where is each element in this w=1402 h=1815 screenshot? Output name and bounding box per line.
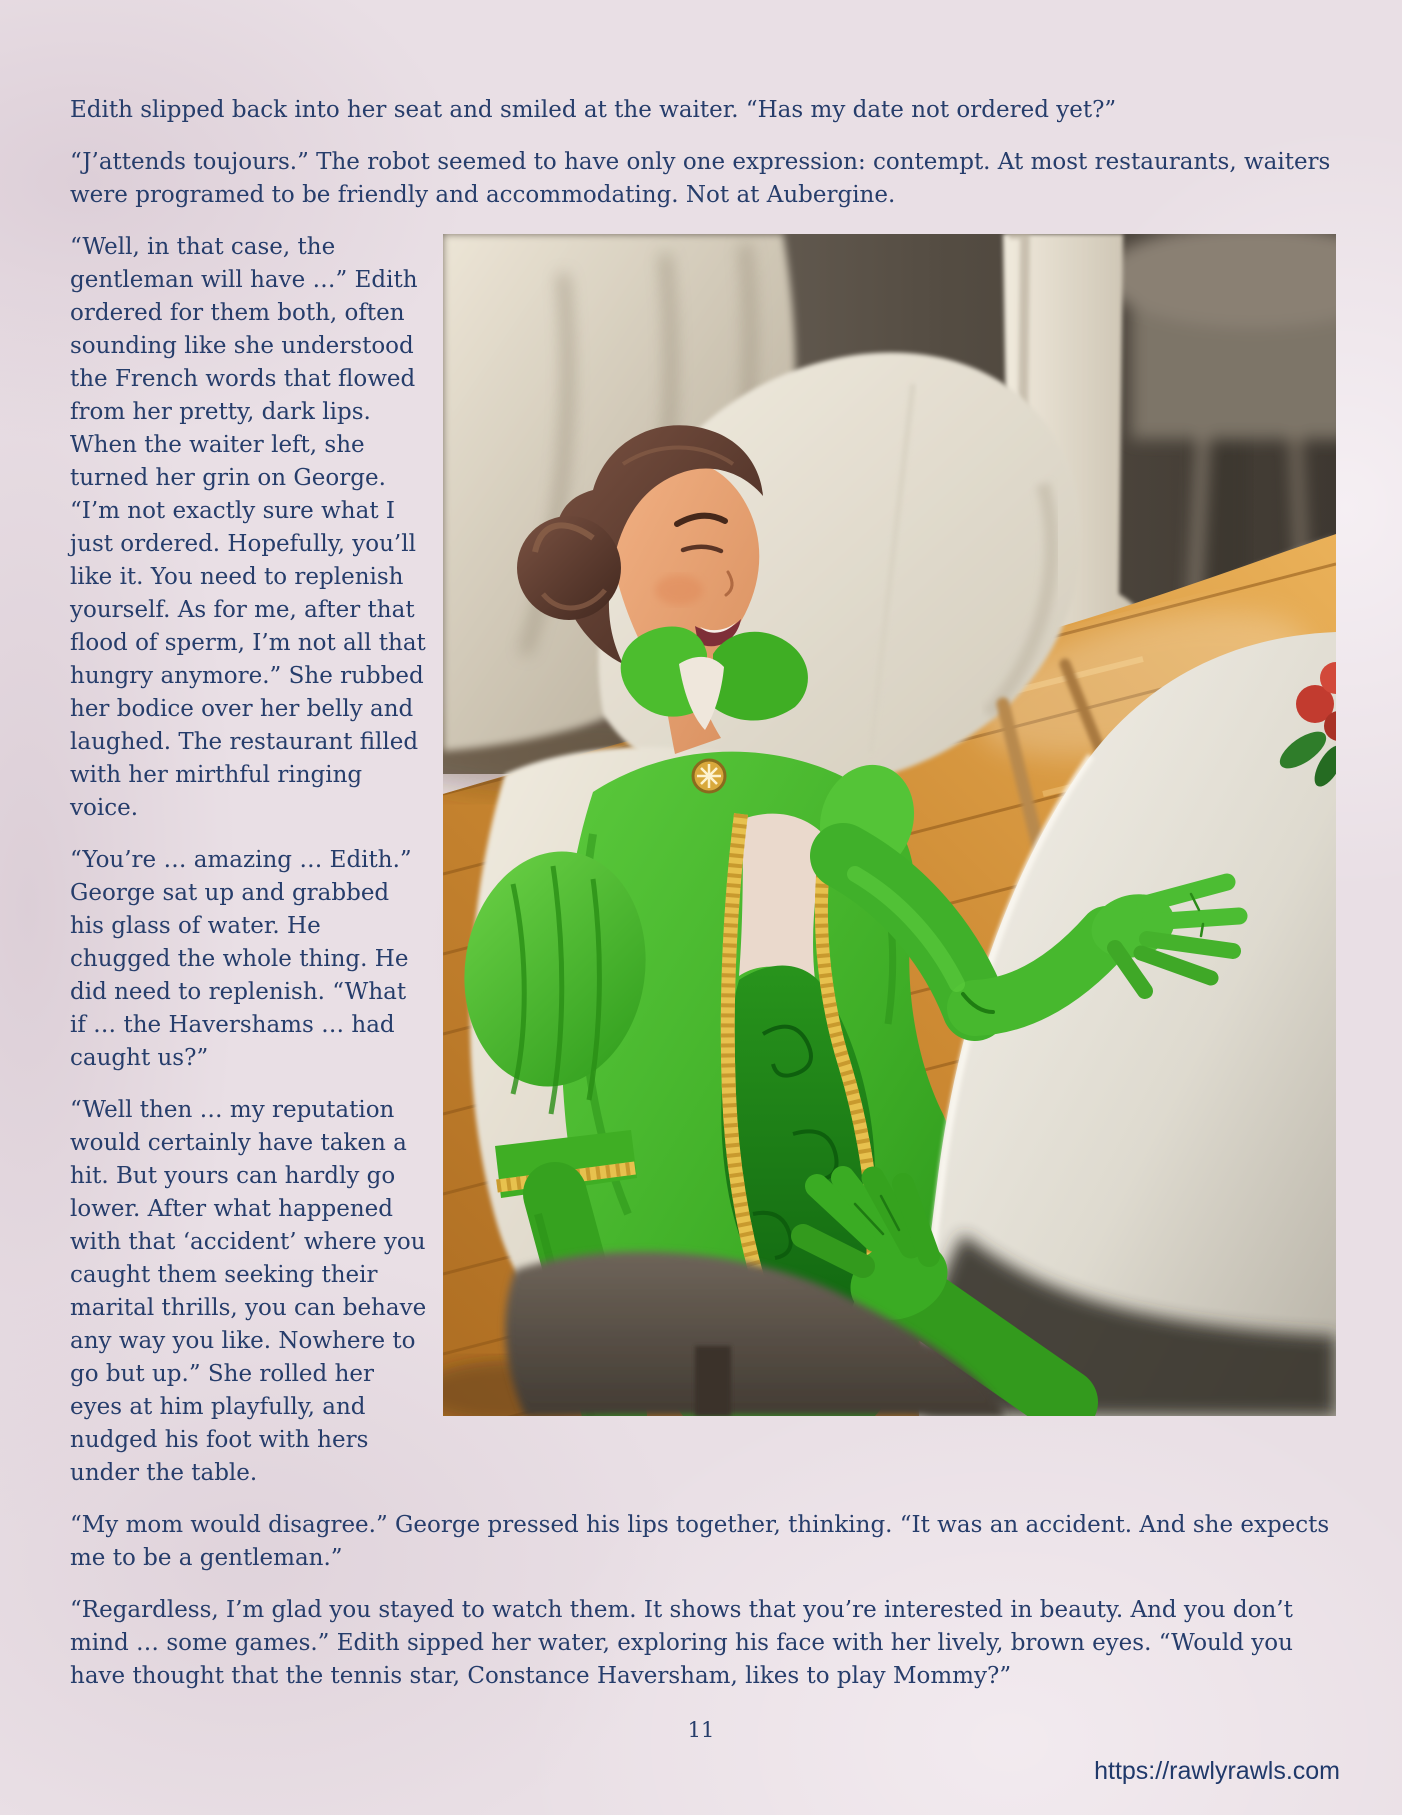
story-paragraph: “My mom would disagree.” George pressed his lips together, thinking. “It was an accident. And she expects me to be a gentleman.” — [70, 1512, 1330, 1571]
story-paragraph: “Regardless, I’m glad you stayed to watch them. It shows that you’re interested in beauty. And you don’t mind … some games.” Edith sipped her water, exploring his face with her lively, brown eyes. “Would you have thought that the tennis star, Constance Haversham, likes to play Mommy?” — [70, 1597, 1293, 1689]
story-paragraph: Edith slipped back into her seat and smiled at the waiter. “Has my date not ordered yet?” — [70, 97, 1117, 123]
chest-cutout — [739, 814, 825, 980]
text-image-flow — [70, 231, 1336, 1490]
story-paragraph: “You’re … amazing … Edith.” George sat up and grabbed his glass of water. He chugged the whole thing. He did need to replenish. “What if … the Havershams … had caught us?” — [70, 847, 412, 1071]
story-paragraph: “Well, in that case, the gentleman will have …” Edith ordered for them both, often sounding like she understood the French words that flowed from her pretty, dark lips. When the waiter left, she turned her grin on George. “I’m not exactly sure what I just ordered. Hopefully, you’ll like it. You need to replenish yourself. As for me, after that flood of sperm, I’m not all that hungry anymore.” She rubbed her bodice over her belly and laughed. The restaurant filled with her mirthful ringing voice. — [70, 234, 426, 821]
brooch — [693, 760, 725, 792]
site-url: https://rawlyrawls.com — [1094, 1757, 1340, 1785]
story-paragraph: “J’attends toujours.” The robot seemed to have only one expression: contempt. At most restaurants, waiters were programed to be friendly and accommodating. Not at Aubergine. — [70, 149, 1331, 208]
story-illustration — [443, 234, 1336, 1416]
page-number: 11 — [687, 1718, 715, 1742]
story-paragraph: “Well then … my reputation would certainly have taken a hit. But yours can hardly go lower. After what happened with that ‘accident’ where you caught them seeking their marital thrills, you can behave any way you like. Nowhere to go but up.” She rolled her eyes at him playfully, and nudged his foot with hers under the table. — [70, 1097, 427, 1486]
